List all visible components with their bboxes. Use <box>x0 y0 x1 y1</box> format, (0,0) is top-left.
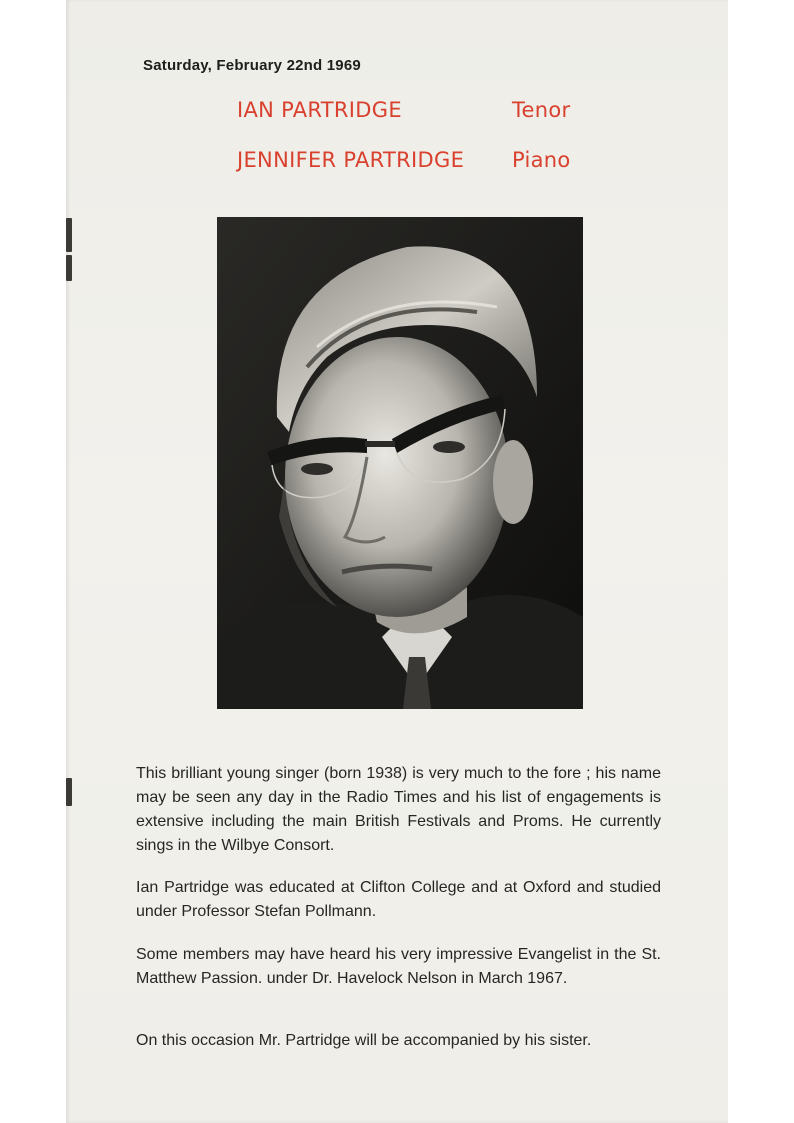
bio-paragraph-4: On this occasion Mr. Partridge will be accompanied by his sister. <box>136 1032 592 1049</box>
performer-role-piano: Piano <box>512 148 571 172</box>
bio-paragraph-3: Some members may have heard his very impressive Evangelist in the St. Matthew Passion. under Dr. Havelock Nelson in March 1967. <box>136 946 661 987</box>
portrait-image <box>217 217 583 709</box>
bio-paragraph-1: This brilliant young singer (born 1938) is very much to the fore ; his name may be seen any day in the Radio Times and his list of engagements is extensive including the main British Festivals and Proms. He currently sings in the Wilbye Consort. <box>136 765 661 854</box>
staple-mark <box>66 218 72 252</box>
performer-name-jennifer: JENNIFER PARTRIDGE <box>237 148 465 172</box>
staple-mark <box>66 255 72 281</box>
concert-date: Saturday, February 22nd 1969 <box>143 57 361 74</box>
performer-name-ian: IAN PARTRIDGE <box>237 98 402 122</box>
performer-role-tenor: Tenor <box>512 98 571 122</box>
bio-paragraph-2: Ian Partridge was educated at Clifton College and at Oxford and studied under Professor Stefan Pollmann. <box>136 879 661 920</box>
staple-mark <box>66 778 72 806</box>
portrait-photo <box>217 217 583 709</box>
programme-page <box>66 0 728 1123</box>
